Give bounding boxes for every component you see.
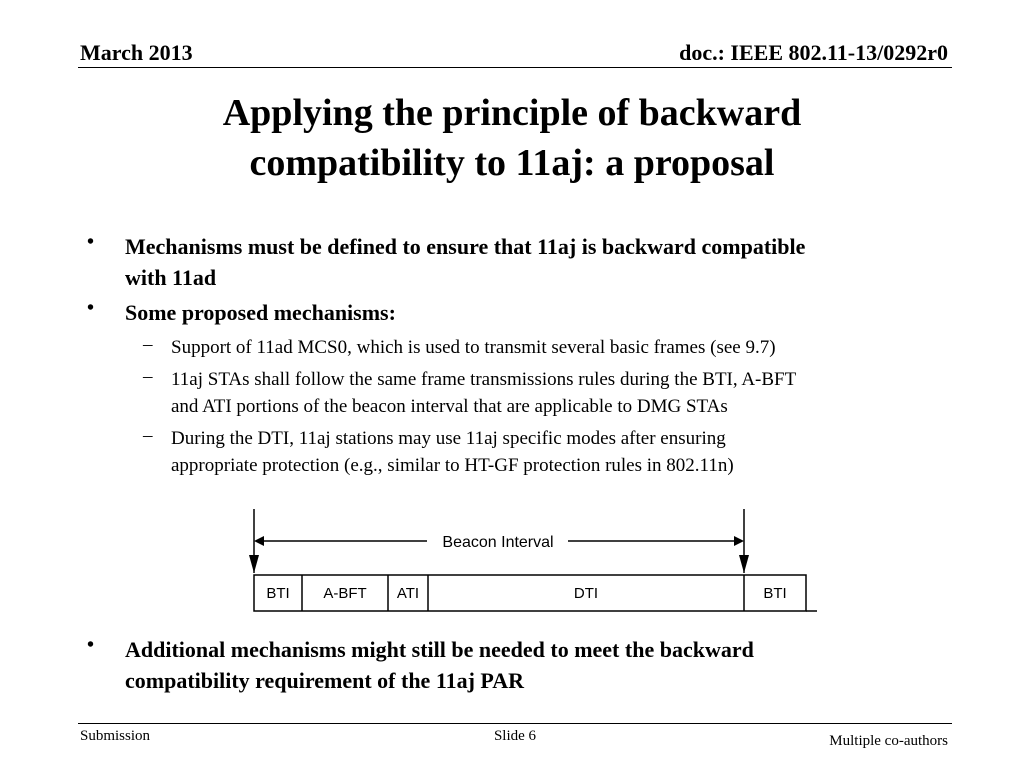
bullet-text-line-2: with 11ad xyxy=(125,265,217,290)
footer-authors: Multiple co-authors xyxy=(829,733,948,749)
right-down-arrowhead xyxy=(739,555,749,573)
sub-bullet-text-line-2: and ATI portions of the beacon interval that are applicable to DMG STAs xyxy=(171,396,728,417)
bullet-marker: • xyxy=(87,634,95,656)
header-rule xyxy=(78,67,952,68)
beacon-interval-diagram xyxy=(240,505,830,625)
bullet-mechanisms-defined xyxy=(87,231,947,293)
bullet-text: Some proposed mechanisms: xyxy=(125,300,396,325)
sub-bullet-text-line-1: 11aj STAs shall follow the same frame transmissions rules during the BTI, A-BFT xyxy=(171,369,797,390)
sub-bullet-text xyxy=(171,425,943,479)
segment-ati: ATI xyxy=(396,585,420,602)
slide-title-line-2: compatibility to 11aj: a proposal xyxy=(249,142,775,184)
bullet-text xyxy=(125,231,947,293)
slide-title xyxy=(60,88,964,188)
sub-bullet-text-line-1: During the DTI, 11aj stations may use 11aj specific modes after ensuring xyxy=(171,428,726,449)
interval-arrowhead-right xyxy=(734,536,744,546)
footer-rule xyxy=(78,723,952,724)
segment-bti-2: BTI xyxy=(763,585,787,602)
slide-title-line-1: Applying the principle of backward xyxy=(222,92,802,134)
header-doc-id: doc.: IEEE 802.11-13/0292r0 xyxy=(679,40,948,65)
bullet-text-line-1: Mechanisms must be defined to ensure that 11aj is backward compatible xyxy=(125,234,806,259)
bullet-marker: • xyxy=(87,297,95,319)
bullet-text-line-1: Additional mechanisms might still be needed to meet the backward xyxy=(125,637,754,662)
header-date: March 2013 xyxy=(80,40,193,65)
segment-bti-1: BTI xyxy=(266,585,290,602)
left-down-arrowhead xyxy=(249,555,259,573)
sub-bullet-dti-modes xyxy=(143,425,943,479)
sub-bullet-mcs0 xyxy=(143,334,943,361)
sub-bullet-text-line-2: appropriate protection (e.g., similar to HT-GF protection rules in 802.11n) xyxy=(171,455,734,476)
sub-bullet-frame-rules xyxy=(143,366,943,420)
bullet-text xyxy=(125,634,947,696)
sub-bullet-marker: – xyxy=(143,425,153,446)
interval-arrowhead-left xyxy=(254,536,264,546)
footer-slide-number: Slide 6 xyxy=(493,728,537,744)
sub-bullet-marker: – xyxy=(143,334,153,355)
bullet-marker: • xyxy=(87,231,95,253)
bullet-proposed-mechanisms xyxy=(87,297,947,328)
bullet-text-line-2: compatibility requirement of the 11aj PAR xyxy=(125,668,525,693)
segment-dti: DTI xyxy=(573,585,599,602)
footer-submission: Submission xyxy=(80,728,151,744)
segment-a-bft: A-BFT xyxy=(323,585,367,602)
sub-bullet-text: Support of 11ad MCS0, which is used to transmit several basic frames (see 9.7) xyxy=(171,337,776,358)
sub-bullet-text xyxy=(171,366,943,420)
bullet-additional-mechanisms xyxy=(87,634,947,696)
beacon-interval-label: Beacon Interval xyxy=(442,534,554,551)
sub-bullet-marker: – xyxy=(143,366,153,387)
